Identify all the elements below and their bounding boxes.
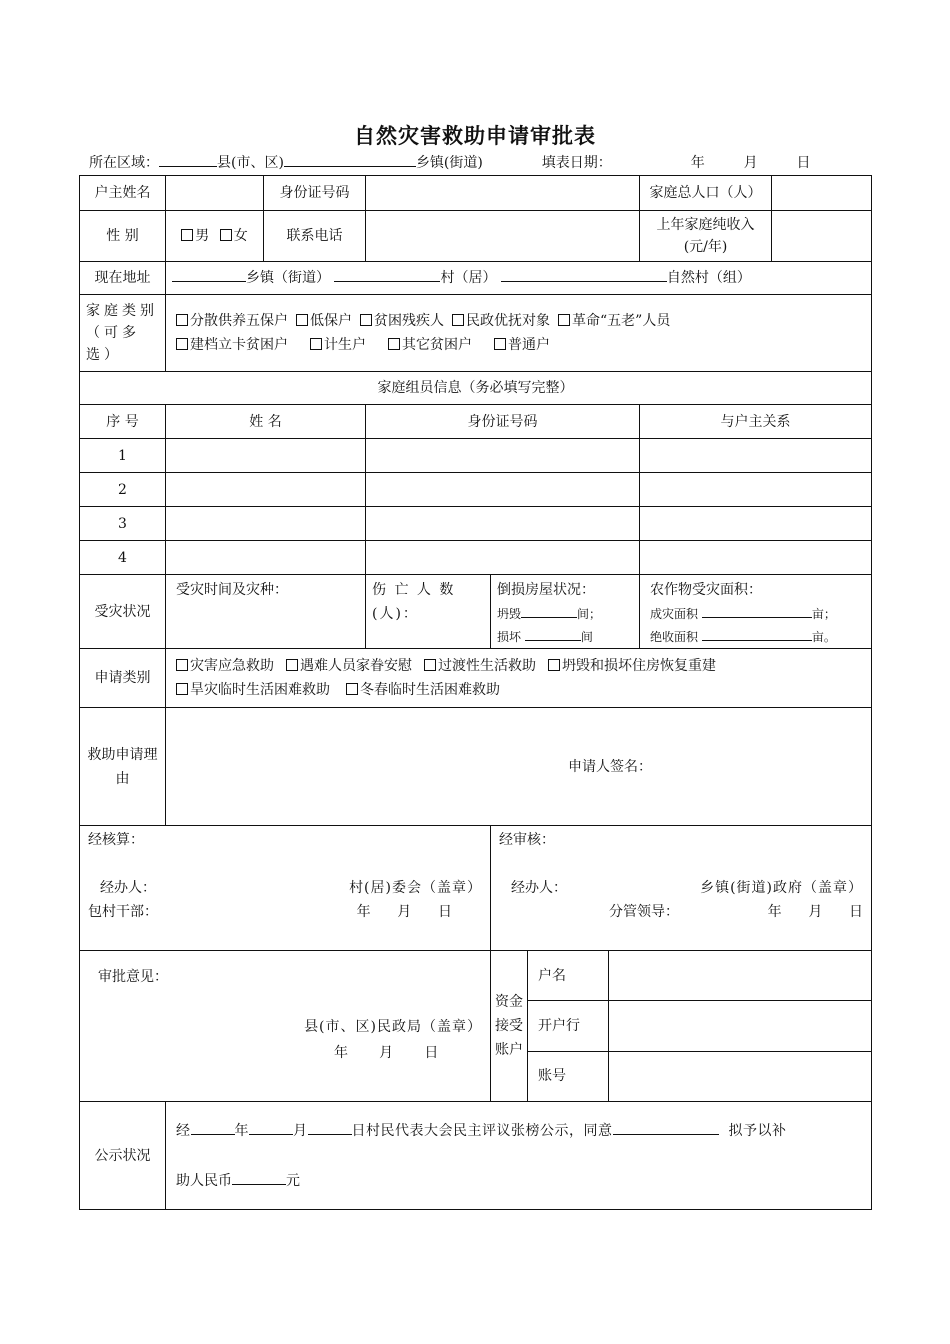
apply-type-option-label: 过渡性生活救助 (438, 658, 536, 674)
population-input[interactable] (772, 176, 872, 211)
member-relation-input[interactable] (640, 507, 872, 541)
verify-left-year: 年 (356, 904, 371, 920)
verify-left-cadre[interactable]: 包村干部： (88, 904, 158, 920)
id-input[interactable] (366, 176, 640, 211)
address-natural-village: 自然村（组） (666, 270, 751, 286)
publicity-day-input[interactable] (308, 1121, 352, 1135)
table-row (80, 541, 872, 575)
member-no: 2 (80, 473, 166, 507)
members-header-name: 姓 名 (166, 405, 366, 439)
address-natural-input[interactable] (501, 268, 667, 282)
apply-type-option[interactable] (424, 658, 536, 674)
publicity-t3: 月 (293, 1122, 308, 1139)
address-label: 现在地址 (80, 262, 166, 295)
male-checkbox[interactable] (181, 229, 193, 241)
family-type-option[interactable] (494, 337, 550, 353)
damaged-input[interactable] (525, 627, 581, 641)
verify-left-handler[interactable]: 经办人： (100, 880, 156, 896)
member-relation-input[interactable] (640, 473, 872, 507)
crop-lost-label: 绝收面积 (650, 630, 699, 644)
member-name-input[interactable] (166, 541, 366, 575)
apply-type-option-label: 旱灾临时生活困难救助 (190, 682, 330, 698)
account-section (491, 951, 872, 1102)
table-row (80, 439, 872, 473)
crop-lost-input[interactable] (702, 627, 812, 641)
apply-type-options (166, 649, 872, 708)
family-type-option-label: 低保户 (310, 313, 352, 329)
family-type-option[interactable] (558, 313, 670, 329)
address-village: 村（居） (440, 270, 497, 286)
householder-label: 户主姓名 (80, 176, 166, 211)
application-form (79, 175, 872, 1210)
date-day: 日 (796, 155, 811, 171)
reason-label: 救助申请理由 (80, 708, 166, 826)
house-status-title: 倒损房屋状况： (497, 582, 595, 598)
account-number-input[interactable] (609, 1051, 872, 1101)
damaged-label: 损坏 (497, 630, 522, 644)
date-month: 月 (743, 155, 758, 171)
checkbox[interactable] (176, 314, 188, 326)
publicity-t1: 经 (176, 1122, 191, 1139)
family-type-option-label: 其它贫困户 (402, 337, 472, 353)
crop-damaged-unit: 亩 (811, 607, 824, 621)
family-type-line1 (176, 309, 865, 333)
publicity-t7: 元 (286, 1172, 300, 1189)
verify-right (491, 826, 872, 951)
member-id-input[interactable] (366, 439, 640, 473)
female-checkbox[interactable] (220, 229, 232, 241)
family-type-option-label: 分散供养五保户 (190, 313, 288, 329)
collapsed-unit: 间 (577, 607, 590, 621)
family-type-option-label: 计生户 (324, 337, 366, 353)
publicity-label: 公示状况 (80, 1102, 166, 1210)
family-type-line2 (176, 333, 865, 357)
address-town: 乡镇（街道） (246, 270, 330, 286)
house-status: 倒损房屋状况： 坍毁 间； 损坏 间 (491, 575, 640, 649)
member-name-input[interactable] (166, 473, 366, 507)
crop-damaged-label: 成灾面积 (650, 607, 699, 621)
publicity-t6: 助人民币 (176, 1172, 232, 1189)
member-relation-input[interactable] (640, 541, 872, 575)
verify-left-org: 村(居)委会（盖章） (349, 880, 482, 896)
publicity-t5: 拟予以补 (728, 1122, 787, 1139)
applicant-signature: 申请人签名： (568, 758, 652, 775)
family-type-option-label: 建档立卡贫困户 (190, 337, 288, 353)
phone-input[interactable] (366, 211, 640, 262)
checkbox[interactable] (360, 314, 372, 326)
family-type-option[interactable] (310, 337, 366, 353)
member-name-input[interactable] (166, 507, 366, 541)
member-no: 4 (80, 541, 166, 575)
income-label: 上年家庭纯收入(元/年) (640, 211, 772, 262)
table-row (80, 473, 872, 507)
verify-right-title: 经审核： (499, 832, 555, 848)
approval-section (80, 951, 491, 1102)
members-header-no: 序 号 (80, 405, 166, 439)
address-town-input[interactable] (172, 268, 246, 282)
verify-right-year: 年 (767, 904, 782, 920)
table-row (80, 507, 872, 541)
family-type-options (166, 295, 872, 372)
publicity-month-input[interactable] (249, 1121, 293, 1135)
gender-label: 性 别 (80, 211, 166, 262)
address-village-input[interactable] (334, 268, 440, 282)
checkbox[interactable] (388, 338, 400, 350)
apply-type-line1 (176, 654, 865, 678)
checkbox[interactable] (548, 659, 560, 671)
family-type-label: 家庭类别（可多选） (80, 295, 166, 372)
male-label: 男 (195, 228, 210, 244)
publicity-text (166, 1102, 872, 1210)
family-type-option[interactable] (176, 337, 288, 353)
account-name-label: 户名 (528, 951, 609, 1001)
apply-type-option-label: 坍毁和损坏住房恢复重建 (562, 658, 716, 674)
member-name-input[interactable] (166, 439, 366, 473)
verify-right-month: 月 (808, 904, 823, 920)
apply-type-option[interactable] (346, 682, 500, 698)
checkbox[interactable] (176, 659, 188, 671)
id-label: 身份证号码 (264, 176, 366, 211)
apply-type-option[interactable] (286, 658, 412, 674)
disaster-label: 受灾状况 (80, 575, 166, 649)
apply-type-option[interactable] (176, 682, 330, 698)
approval-day: 日 (424, 1045, 439, 1061)
female-label: 女 (233, 228, 248, 244)
family-type-option-label: 普通户 (508, 337, 550, 353)
family-type-option-label: 民政优抚对象 (466, 313, 550, 329)
checkbox[interactable] (176, 683, 188, 695)
form-title: 自然灾害救助申请审批表 (354, 123, 596, 148)
checkbox[interactable] (452, 314, 464, 326)
account-number-label: 账号 (528, 1051, 609, 1101)
approval-year: 年 (334, 1045, 348, 1061)
disaster-casualties[interactable]: 伤 亡 人 数 (人)： (366, 575, 491, 649)
collapsed-input[interactable] (521, 604, 577, 618)
crop-damaged-input[interactable] (702, 604, 812, 618)
account-bank-input[interactable] (609, 1001, 872, 1052)
population-label: 家庭总人口（人） (640, 176, 772, 211)
date-label: 填表日期： (541, 155, 612, 171)
disaster-time-type[interactable]: 受灾时间及灾种： (166, 575, 366, 649)
county-label: 县(市、区) (217, 155, 284, 171)
apply-type-label: 申请类别 (80, 649, 166, 708)
verify-left (80, 826, 491, 951)
approval-month: 月 (379, 1045, 394, 1061)
apply-type-option-label: 冬春临时生活困难救助 (360, 682, 500, 698)
householder-input[interactable] (166, 176, 264, 211)
member-relation-input[interactable] (640, 439, 872, 473)
checkbox[interactable] (494, 338, 506, 350)
account-bank-label: 开户行 (528, 1001, 609, 1052)
verify-left-day: 日 (438, 904, 452, 920)
family-type-option[interactable] (452, 313, 550, 329)
county-input[interactable] (159, 153, 217, 167)
family-type-option-label: 革命“五老”人员 (572, 313, 671, 329)
checkbox[interactable] (176, 338, 188, 350)
members-header-relation: 与户主关系 (640, 405, 872, 439)
family-type-option[interactable] (296, 313, 352, 329)
verify-right-leader[interactable]: 分管领导： (609, 904, 679, 920)
publicity-t2: 年 (234, 1122, 249, 1139)
apply-type-line2 (176, 678, 865, 702)
form-header (89, 152, 879, 172)
publicity-year-input[interactable] (191, 1121, 235, 1135)
verify-left-title: 经核算： (88, 832, 144, 848)
approval-org: 县(市、区)民政局（盖章） (304, 1019, 482, 1035)
checkbox[interactable] (310, 338, 322, 350)
members-section-title: 家庭组员信息（务必填写完整） (80, 372, 872, 405)
checkbox[interactable] (424, 659, 436, 671)
apply-type-option-label: 遇难人员家眷安慰 (300, 658, 412, 674)
checkbox[interactable] (558, 314, 570, 326)
family-type-option[interactable] (176, 313, 288, 329)
publicity-approve-input[interactable] (613, 1121, 719, 1135)
date-year: 年 (690, 155, 705, 171)
crop-status: 农作物受灾面积： 成灾面积 亩； 绝收面积 亩。 (640, 575, 872, 649)
crop-status-title: 农作物受灾面积： (650, 582, 763, 598)
member-no: 3 (80, 507, 166, 541)
region-label: 所在区域： (89, 155, 159, 171)
town-label: 乡镇(街道) (415, 155, 483, 171)
verify-right-handler[interactable]: 经办人： (511, 880, 567, 896)
damaged-unit: 间 (580, 630, 593, 644)
member-no: 1 (80, 439, 166, 473)
checkbox[interactable] (346, 683, 358, 695)
approval-title: 审批意见： (98, 969, 168, 985)
phone-label: 联系电话 (264, 211, 366, 262)
family-type-option-label: 贫困残疾人 (374, 313, 444, 329)
verify-right-org: 乡镇(街道)政府（盖章） (700, 880, 864, 896)
apply-type-option[interactable] (548, 658, 716, 674)
checkbox[interactable] (296, 314, 308, 326)
gender-options (166, 211, 264, 262)
member-id-input[interactable] (366, 507, 640, 541)
apply-type-option[interactable] (176, 658, 274, 674)
member-id-input[interactable] (366, 473, 640, 507)
checkbox[interactable] (286, 659, 298, 671)
account-name-input[interactable] (609, 951, 872, 1001)
reason-field[interactable] (166, 708, 872, 826)
account-label: 资金接受账户 (491, 951, 528, 1101)
apply-type-option-label: 灾害应急救助 (190, 658, 274, 674)
verify-left-month: 月 (397, 904, 412, 920)
publicity-t4: 日村民代表大会民主评议张榜公示，同意 (351, 1122, 613, 1139)
town-input[interactable] (284, 153, 416, 167)
crop-lost-unit: 亩 (811, 630, 824, 644)
member-id-input[interactable] (366, 541, 640, 575)
verify-right-day: 日 (849, 904, 864, 920)
income-input[interactable] (772, 211, 872, 262)
collapsed-label: 坍毁 (497, 607, 522, 621)
address-field (166, 262, 872, 295)
family-type-option[interactable] (360, 313, 444, 329)
members-header-id: 身份证号码 (366, 405, 640, 439)
publicity-amount-input[interactable] (232, 1171, 286, 1185)
family-type-option[interactable] (388, 337, 472, 353)
